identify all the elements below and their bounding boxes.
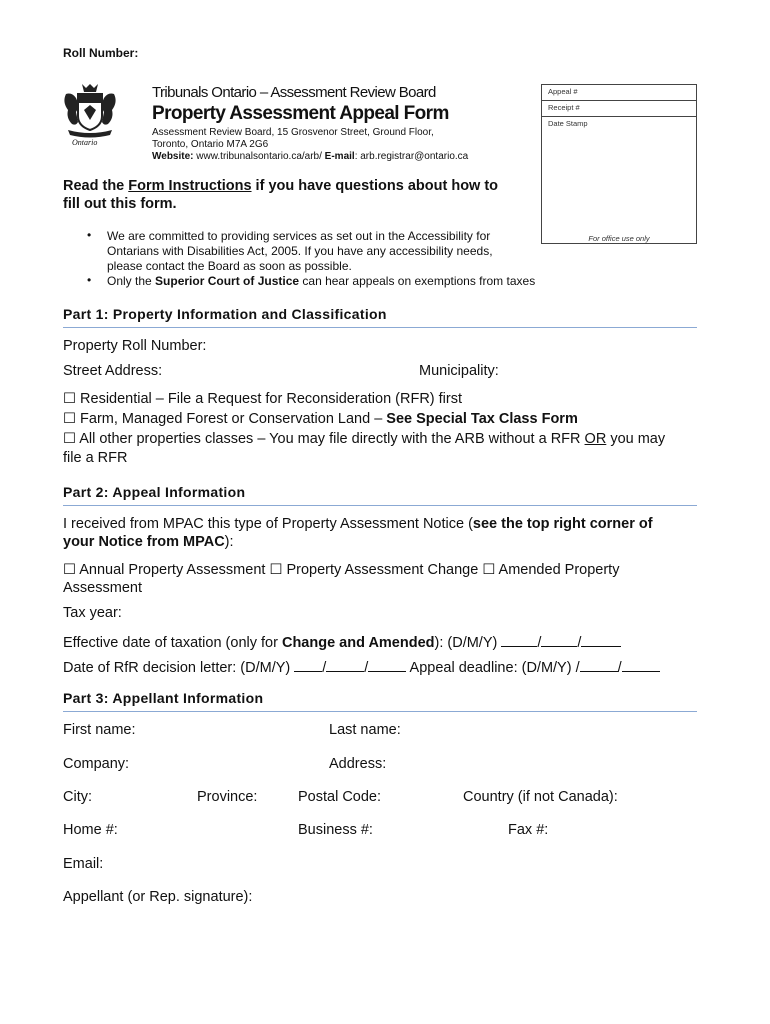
part1-divider [63, 327, 697, 328]
superior-court-line [107, 274, 535, 288]
accessibility-line-1: We are committed to providing services as set out in the Accessibility for [107, 229, 491, 243]
bullet-icon: • [87, 228, 92, 242]
receipt-number-cell: Receipt # [542, 101, 696, 117]
effective-prefix: Effective date of taxation (only for [63, 635, 282, 651]
appeal-number-cell: Appeal # [542, 85, 696, 101]
website-link[interactable]: www.tribunalsontario.ca/arb/ [193, 151, 325, 162]
street-address-label: Street Address: [63, 363, 163, 379]
form-title: Property Assessment Appeal Form [152, 103, 449, 124]
option-other-suffix: you may [606, 431, 666, 447]
date-stamp-label: Date Stamp [548, 119, 588, 128]
address-line-1: Assessment Review Board, 15 Grosvenor Street, Ground Floor, [152, 127, 434, 138]
tax-year-label: Tax year: [63, 605, 122, 621]
first-name-label: First name: [63, 722, 136, 738]
slash: / [537, 635, 542, 651]
rfr-day-field[interactable] [294, 657, 322, 672]
effective-month-field[interactable] [541, 632, 577, 647]
email-label: E-mail [324, 151, 355, 162]
checkbox-icon[interactable]: ☐ [482, 562, 496, 578]
or-emphasis: OR [584, 431, 607, 447]
part2-heading: Part 2: Appeal Information [63, 484, 246, 500]
read-instructions-line-2: fill out this form. [63, 196, 177, 212]
checkbox-icon[interactable]: ☐ [63, 391, 76, 407]
option-residential[interactable] [63, 391, 462, 407]
rfr-month-field[interactable] [326, 657, 364, 672]
part3-divider [63, 711, 697, 712]
amended-assessment-label: Amended Property [495, 562, 620, 578]
bullet-icon: • [87, 273, 92, 287]
received-bold: see the top right corner of [472, 516, 653, 532]
rfr-year-field[interactable] [368, 657, 406, 672]
option-residential-label: Residential – File a Request for Reconsideration (RFR) first [76, 391, 463, 407]
city-label: City: [63, 789, 92, 805]
notice-type-line-1 [63, 516, 653, 532]
read-suffix: if you have questions about how to [251, 178, 499, 194]
company-label: Company: [63, 756, 130, 772]
notice-options-line-2: Assessment [63, 580, 142, 596]
home-phone-label: Home #: [63, 822, 118, 838]
option-other-line-2: file a RFR [63, 450, 128, 466]
website-label: Website: [152, 151, 194, 162]
notice-suffix: ): [224, 534, 234, 550]
assessment-change-label: Property Assessment Change [282, 562, 483, 578]
deadline-label: Appeal deadline: (D/M/Y) [406, 660, 576, 676]
postal-code-label: Postal Code: [298, 789, 382, 805]
province-label: Province: [197, 789, 258, 805]
effective-date-line [63, 632, 621, 651]
court-suffix: can hear appeals on exemptions from taxes [299, 274, 536, 288]
received-prefix: I received from MPAC this type of Property Assessment Notice ( [63, 516, 473, 532]
roll-number-label: Roll Number: [63, 46, 139, 60]
effective-suffix: ): (D/M/Y) [434, 635, 502, 651]
logo-caption: Ontario [72, 138, 98, 147]
option-other[interactable] [63, 431, 665, 447]
municipality-label: Municipality: [419, 363, 499, 379]
last-name-label: Last name: [329, 722, 401, 738]
business-phone-label: Business #: [298, 822, 373, 838]
deadline-year-field[interactable] [622, 657, 660, 672]
checkbox-icon[interactable]: ☐ [63, 431, 76, 447]
part1-heading: Part 1: Property Information and Classification [63, 306, 387, 322]
read-instructions-line-1 [63, 178, 498, 194]
slash: / [364, 660, 369, 676]
special-tax-class-link: See Special Tax Class Form [386, 411, 578, 427]
option-farm-label: Farm, Managed Forest or Conservation Land – [76, 411, 387, 427]
ontario-coat-of-arms-logo [60, 80, 120, 150]
deadline-month-field[interactable] [580, 657, 618, 672]
email-link[interactable]: : arb.registrar@ontario.ca [354, 151, 469, 162]
accessibility-line-3: please contact the Board as soon as possible. [107, 259, 352, 273]
option-other-label: All other properties classes – You may file directly with the ARB without a RFR [76, 431, 585, 447]
effective-day-field[interactable] [501, 632, 537, 647]
email-label-field: Email: [63, 856, 104, 872]
notice-from-mpac: your Notice from MPAC [63, 534, 225, 550]
court-prefix: Only the [107, 274, 156, 288]
office-use-note: For office use only [588, 234, 650, 243]
option-farm[interactable] [63, 411, 578, 427]
slash: / [577, 635, 582, 651]
read-prefix: Read the [63, 178, 129, 194]
form-instructions-link[interactable]: Form Instructions [128, 178, 252, 194]
notice-type-line-2 [63, 534, 234, 550]
change-and-amended: Change and Amended [281, 635, 435, 651]
notice-options [63, 562, 619, 578]
signature-label: Appellant (or Rep. signature): [63, 889, 253, 905]
office-use-box [541, 84, 697, 244]
property-roll-number-label: Property Roll Number: [63, 338, 207, 354]
slash: / [617, 660, 622, 676]
checkbox-icon[interactable]: ☐ [63, 562, 76, 578]
court-name: Superior Court of Justice [155, 274, 300, 288]
checkbox-icon[interactable]: ☐ [269, 562, 283, 578]
address-line-2: Toronto, Ontario M7A 2G6 [152, 139, 269, 150]
country-label: Country (if not Canada): [463, 789, 618, 805]
fax-label: Fax #: [508, 822, 549, 838]
accessibility-line-2: Ontarians with Disabilities Act, 2005. If you have any accessibility needs, [107, 244, 493, 258]
checkbox-icon[interactable]: ☐ [63, 411, 76, 427]
annual-assessment-label: Annual Property Assessment [76, 562, 270, 578]
part2-divider [63, 505, 697, 506]
rfr-date-line [63, 657, 660, 676]
address-label: Address: [329, 756, 387, 772]
slash: / [322, 660, 327, 676]
effective-year-field[interactable] [581, 632, 621, 647]
rfr-label: Date of RfR decision letter: (D/M/Y) [63, 660, 295, 676]
slash: / [575, 660, 580, 676]
tribunal-name: Tribunals Ontario – Assessment Review Board [152, 84, 436, 101]
part3-heading: Part 3: Appellant Information [63, 690, 264, 706]
contact-line [152, 151, 468, 162]
